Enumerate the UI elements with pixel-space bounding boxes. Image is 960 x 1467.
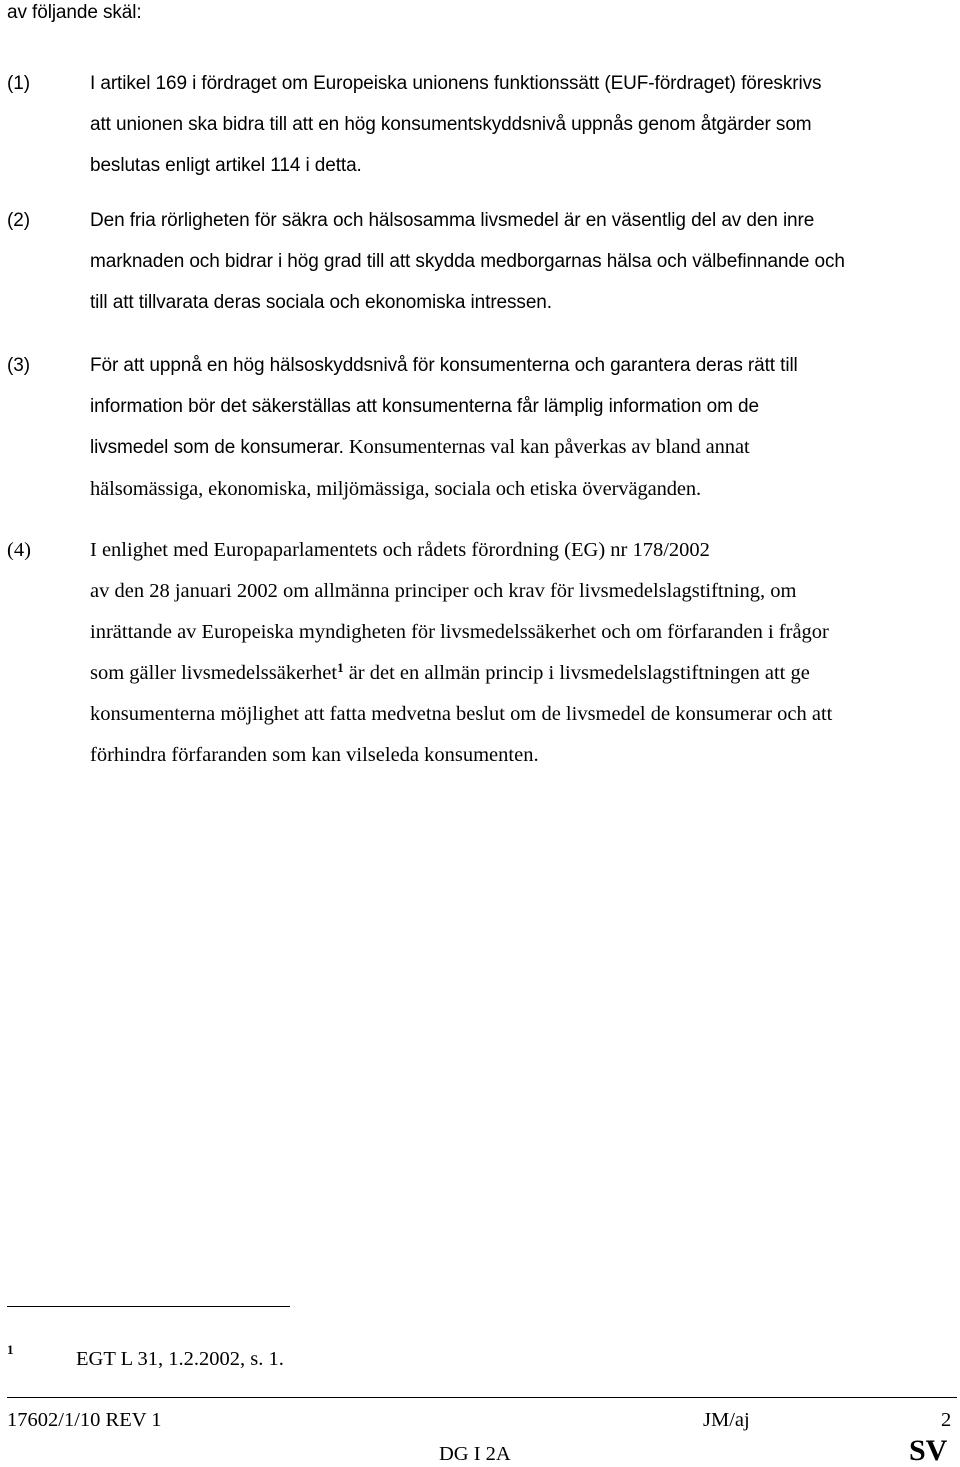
recital-text xyxy=(90,63,958,186)
recital-line: hälsomässiga, ekonomiska, miljömässiga, sociala och etiska överväganden. xyxy=(90,477,702,500)
recital-line: I enlighet med Europaparlamentets och rådets förordning (EG) nr 178/2002 xyxy=(90,539,710,561)
footer-divider xyxy=(7,1397,957,1398)
recital-text xyxy=(90,530,958,776)
recital-number: (2) xyxy=(7,210,30,231)
page-number: 2 xyxy=(941,1409,952,1431)
recital-line-part: som gäller livsmedelssäkerhet xyxy=(90,662,338,684)
footnote-text: EGT L 31, 1.2.2002, s. 1. xyxy=(76,1348,284,1370)
recital-line-part: är det en allmän princip i livsmedelslagstiftningen att ge xyxy=(343,662,810,684)
directorate-code: DG I 2A xyxy=(439,1443,511,1465)
recital-line: Den fria rörligheten för säkra och hälsosamma livsmedel är en väsentlig del av den inre xyxy=(90,210,815,231)
recital-number: (1) xyxy=(7,73,30,94)
footnote-reference[interactable]: 1 xyxy=(337,660,344,675)
recital-line-part: Konsumenternas val kan påverkas av bland annat xyxy=(343,436,750,458)
recital-number: (3) xyxy=(7,355,30,376)
intro-text: av följande skäl: xyxy=(7,2,142,23)
recital-line: konsumenterna möjlighet att fatta medvetna beslut om de livsmedel de konsumerar och att xyxy=(90,703,833,725)
recital-number: (4) xyxy=(7,539,31,561)
recital-line: till att tillvarata deras sociala och ekonomiska intressen. xyxy=(90,292,552,313)
recital-line xyxy=(90,653,958,694)
recital-line: I artikel 169 i fördraget om Europeiska unionens funktionssätt (EUF-fördraget) föreskrivs xyxy=(90,73,822,94)
recital-line: att unionen ska bidra till att en hög konsumentskyddsnivå uppnås genom åtgärder som xyxy=(90,114,812,135)
footnote-mark: 1 xyxy=(7,1342,14,1357)
recital-line: information bör det säkerställas att konsumenterna får lämplig information om de xyxy=(90,395,759,417)
document-reference: 17602/1/10 REV 1 xyxy=(7,1409,162,1431)
language-code: SV xyxy=(909,1434,948,1467)
recital-line: För att uppnå en hög hälsoskyddsnivå för konsumenterna och garantera deras rätt till xyxy=(90,355,798,376)
recital-line: inrättande av Europeiska myndigheten för livsmedelssäkerhet och om förfaranden i frågor xyxy=(90,621,829,643)
author-initials: JM/aj xyxy=(703,1409,750,1431)
recital-line xyxy=(90,427,958,469)
recital-line: av den 28 januari 2002 om allmänna principer och krav för livsmedelslagstiftning, om xyxy=(90,580,797,602)
footnote-separator xyxy=(7,1306,290,1307)
recital-text xyxy=(90,200,958,323)
recital-line: förhindra förfaranden som kan vilseleda konsumenten. xyxy=(90,744,539,766)
recital-text xyxy=(90,346,958,509)
recital-line: marknaden och bidrar i hög grad till att skydda medborgarnas hälsa och välbefinnande och xyxy=(90,251,845,272)
recital-line: beslutas enligt artikel 114 i detta. xyxy=(90,155,362,176)
recital-line-part: livsmedel som de konsumerar. xyxy=(90,437,344,458)
